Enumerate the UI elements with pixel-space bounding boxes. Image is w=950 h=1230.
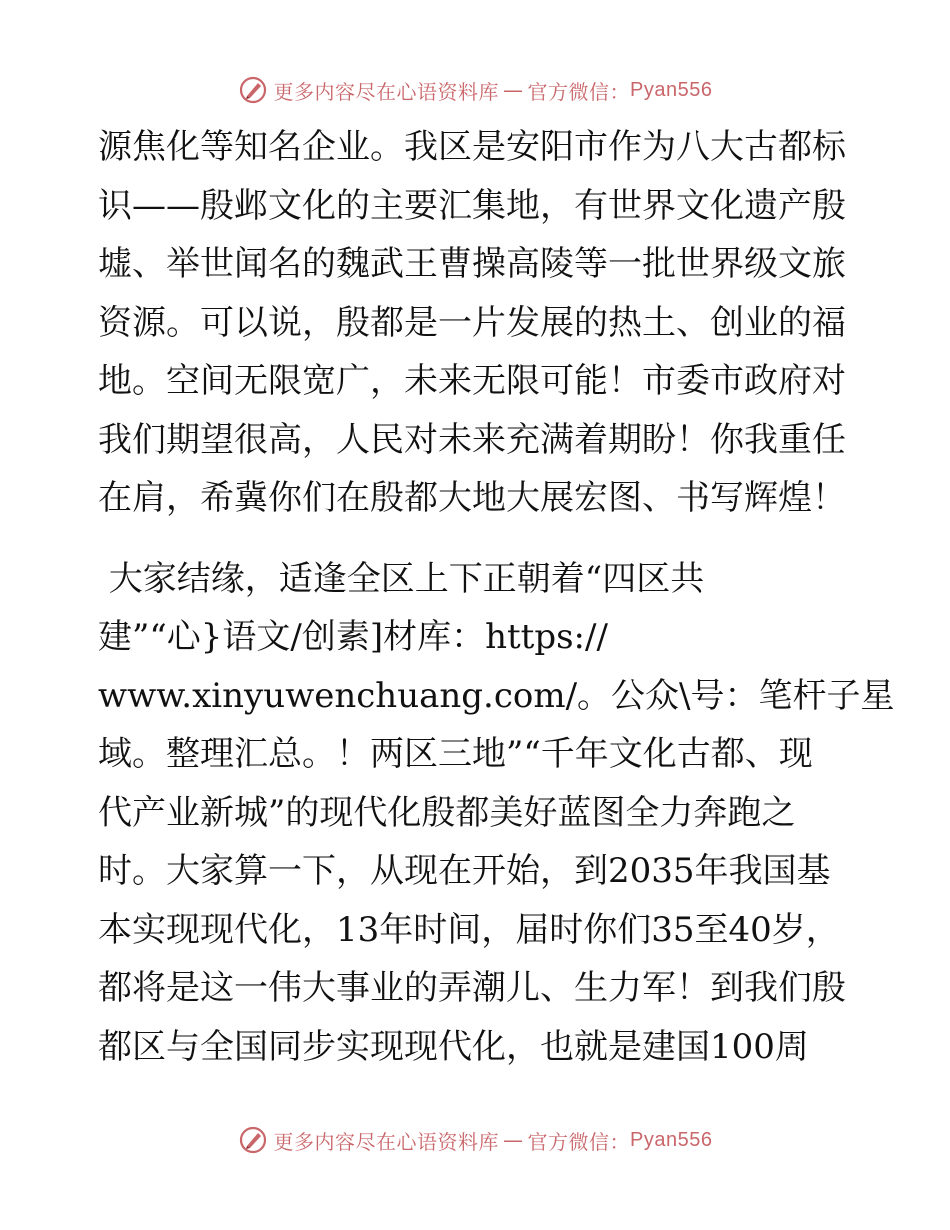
- text-line: 大家结缘，适逢全区上下正朝着“四区共: [98, 558, 705, 599]
- footer-watermark: [0, 1120, 950, 1160]
- text-line: 我们期望很高，人民对未来充满着期盼！你我重任: [98, 419, 846, 460]
- text-line: 地。空间无限宽广，未来无限可能！市委市政府对: [98, 361, 846, 401]
- watermark-handle: Pyan556: [630, 1128, 713, 1151]
- text-line: 代产业新城”的现代化殷都美好蓝图全力奔跑之: [98, 792, 796, 833]
- watermark-separator: —: [503, 1128, 524, 1152]
- text-line: 本实现现代化，13年时间，届时你们35至40岁，: [98, 909, 840, 950]
- paragraph-1: [98, 118, 858, 528]
- text-line: 都将是这一伟大事业的弄潮儿、生力军！到我们殷: [98, 968, 846, 1008]
- text-line: 在肩，希冀你们在殷都大地大展宏图、书写辉煌！: [98, 478, 846, 518]
- pen-circle-logo-icon: [238, 1125, 268, 1155]
- paragraph-2: [98, 550, 895, 1077]
- text-line: 域。整理汇总。！两区三地”“千年文化古都、现: [98, 734, 813, 774]
- document-body: [98, 118, 895, 1076]
- text-line: 源焦化等知名企业。我区是安阳市作为八大古都标: [98, 127, 846, 167]
- watermark-handle: Pyan556: [630, 78, 713, 101]
- text-line: 识——殷邺文化的主要汇集地，有世界文化遗产殷: [98, 185, 846, 226]
- paragraph-gap: [98, 528, 858, 550]
- text-line: 都区与全国同步实现现代化，也就是建国100周: [98, 1026, 809, 1067]
- header-watermark: [0, 70, 950, 110]
- watermark-text: 更多内容尽在心语资料库: [273, 1129, 500, 1154]
- text-line: www.xinyuwenchuang.com/。公众\号：笔杆子星: [98, 675, 895, 716]
- text-line: 时。大家算一下，从现在开始，到2035年我国基: [98, 851, 831, 891]
- text-line: 建”“心}语文/创素]材库：https://: [98, 617, 608, 657]
- watermark-label: 官方微信：: [527, 79, 631, 104]
- pen-circle-logo-icon: [238, 75, 268, 105]
- text-line: 资源。可以说，殷都是一片发展的热土、创业的福: [98, 302, 846, 343]
- watermark-text: 更多内容尽在心语资料库: [273, 79, 500, 104]
- watermark-separator: —: [503, 78, 524, 102]
- text-line: 墟、举世闻名的魏武王曹操高陵等一批世界级文旅: [98, 244, 846, 284]
- watermark-label: 官方微信：: [527, 1129, 631, 1154]
